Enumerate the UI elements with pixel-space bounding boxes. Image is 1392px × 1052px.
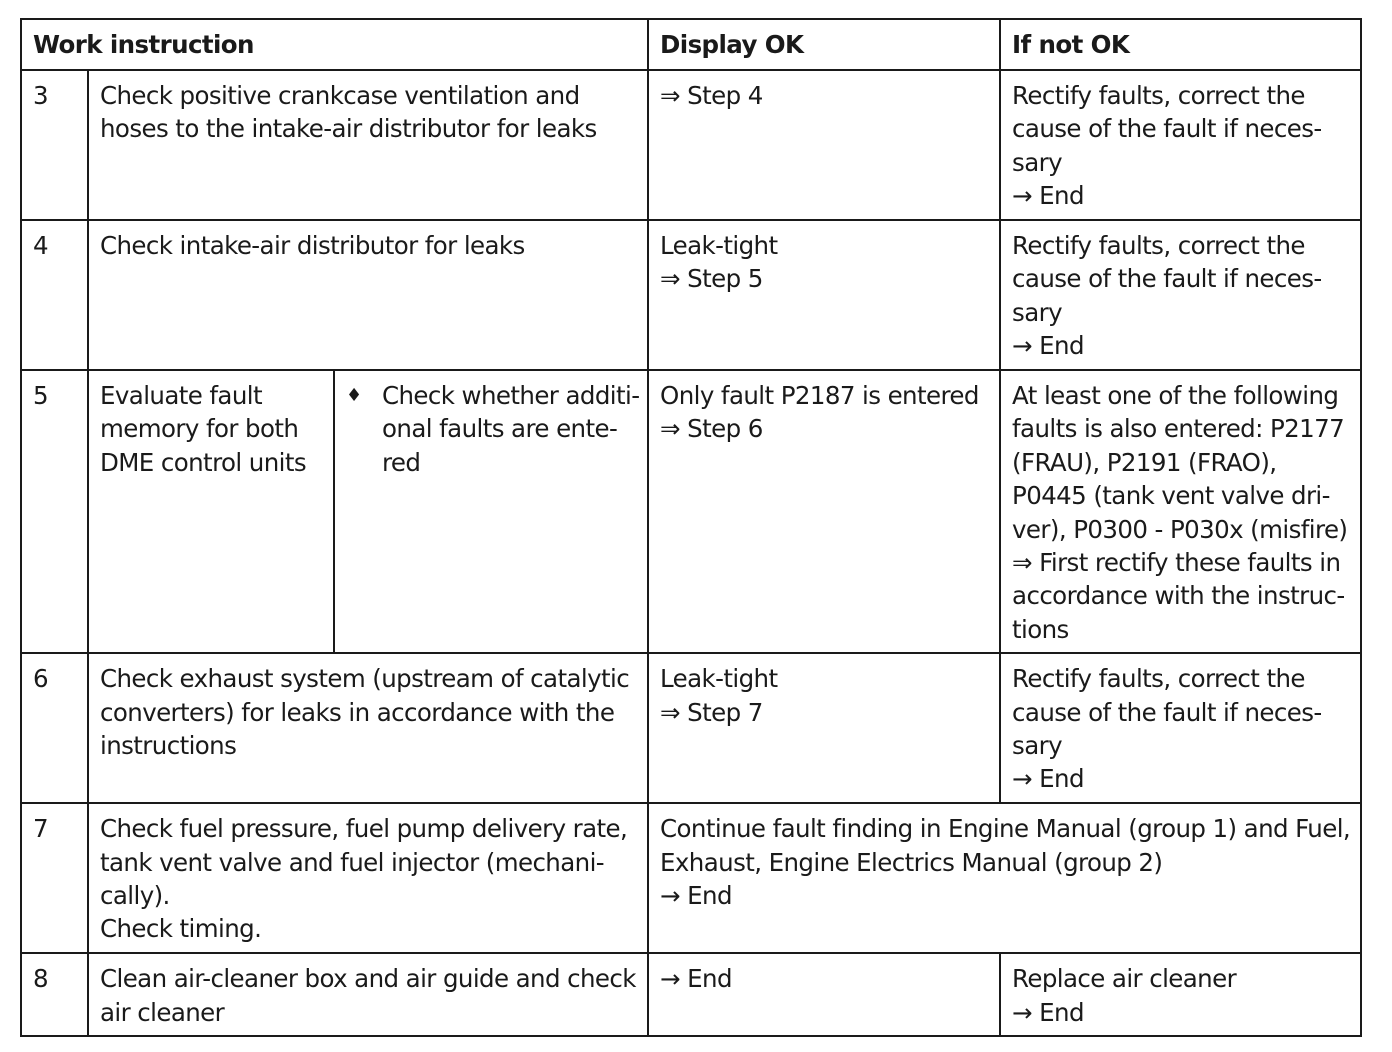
instruction-cell	[88, 220, 648, 370]
step-number: 8	[21, 953, 88, 1036]
display-ok-line: ⇒ Step 6	[660, 414, 763, 444]
if-not-ok-line: Rectify faults, correct the	[1012, 664, 1305, 694]
merged-result-cell	[648, 803, 1361, 953]
table-row	[21, 220, 1361, 370]
merged-result-line: Continue fault finding in Engine Manual (group 1) and Fuel,	[660, 814, 1351, 844]
instruction-line: Check positive crankcase ventilation and	[100, 81, 580, 110]
sub-instruction-line: red	[382, 447, 421, 477]
if-not-ok-line: tions	[1012, 614, 1069, 644]
work-instruction-table	[20, 18, 1362, 1037]
if-not-ok-line: sary	[1012, 731, 1062, 761]
display-ok-cell	[648, 70, 1000, 220]
table-row	[21, 370, 1361, 653]
if-not-ok-cell	[1000, 953, 1361, 1036]
if-not-ok-cell	[1000, 70, 1361, 220]
merged-result-line: → End	[660, 881, 732, 911]
header-work-instruction: Work instruction	[21, 19, 648, 70]
instruction-line: tank vent valve and fuel injector (mechani-	[100, 847, 605, 877]
table-row	[21, 803, 1361, 953]
instruction-line: air cleaner	[100, 997, 225, 1027]
sub-instruction-text	[382, 379, 639, 479]
table-row	[21, 953, 1361, 1036]
if-not-ok-line: Rectify faults, correct the	[1012, 81, 1305, 110]
table-row	[21, 70, 1361, 220]
instruction-line: Check timing.	[100, 914, 262, 944]
display-ok-line: Only fault P2187 is entered	[660, 381, 979, 410]
if-not-ok-line: sary	[1012, 297, 1062, 327]
if-not-ok-line: ver), P0300 - P030x (misfire)	[1012, 514, 1348, 544]
instruction-line: Check exhaust system (upstream of catalytic	[100, 664, 630, 694]
instruction-cell	[88, 653, 648, 803]
bullet-icon: ♦	[346, 385, 362, 406]
display-ok-line: ⇒ Step 4	[660, 81, 763, 110]
instruction-line: memory for both	[100, 414, 299, 444]
if-not-ok-line: → End	[1012, 331, 1084, 361]
header-row	[21, 19, 1361, 70]
if-not-ok-line: Replace air cleaner	[1012, 964, 1237, 994]
display-ok-cell	[648, 220, 1000, 370]
instruction-cell	[88, 953, 648, 1036]
if-not-ok-line: (FRAU), P2191 (FRAO),	[1012, 447, 1277, 477]
instruction-line: converters) for leaks in accordance with the	[100, 697, 615, 727]
instruction-cell	[88, 70, 648, 220]
if-not-ok-line: → End	[1012, 764, 1084, 794]
header-display-ok: Display OK	[648, 19, 1000, 70]
instruction-line: hoses to the intake-air distributor for leaks	[100, 114, 597, 144]
instruction-line: Clean air-cleaner box and air guide and check	[100, 964, 636, 994]
if-not-ok-cell	[1000, 220, 1361, 370]
if-not-ok-line: accordance with the instruc-	[1012, 581, 1345, 611]
sub-instruction-line: Check whether additi-	[382, 381, 640, 410]
instruction-line: cally).	[100, 881, 170, 911]
instruction-line: DME control units	[100, 447, 307, 477]
if-not-ok-line: cause of the fault if neces-	[1012, 264, 1322, 294]
display-ok-cell	[648, 370, 1000, 653]
if-not-ok-line: → End	[1012, 181, 1084, 211]
sub-instruction-cell	[334, 370, 648, 653]
if-not-ok-line: cause of the fault if neces-	[1012, 697, 1322, 727]
instruction-line: Check intake-air distributor for leaks	[100, 231, 525, 260]
display-ok-line: Leak-tight	[660, 664, 778, 694]
if-not-ok-line: At least one of the following	[1012, 381, 1339, 410]
display-ok-line: ⇒ Step 7	[660, 697, 763, 727]
merged-result-line: Exhaust, Engine Electrics Manual (group 2)	[660, 847, 1163, 877]
step-number: 6	[21, 653, 88, 803]
sub-instruction-line: onal faults are ente-	[382, 414, 618, 444]
display-ok-line: → End	[660, 964, 732, 994]
instruction-line: Check fuel pressure, fuel pump delivery rate,	[100, 814, 628, 844]
display-ok-cell	[648, 953, 1000, 1036]
instruction-cell	[88, 803, 648, 953]
instruction-line: instructions	[100, 731, 237, 761]
table-row	[21, 653, 1361, 803]
instruction-cell	[88, 370, 334, 653]
if-not-ok-line: → End	[1012, 997, 1084, 1027]
if-not-ok-line: sary	[1012, 147, 1062, 177]
step-number: 4	[21, 220, 88, 370]
display-ok-line: Leak-tight	[660, 231, 778, 260]
if-not-ok-line: cause of the fault if neces-	[1012, 114, 1322, 144]
sub-instruction-item	[346, 379, 640, 479]
step-number: 3	[21, 70, 88, 220]
step-number: 5	[21, 370, 88, 653]
if-not-ok-line: Rectify faults, correct the	[1012, 231, 1305, 260]
if-not-ok-cell	[1000, 653, 1361, 803]
if-not-ok-line: P0445 (tank vent valve dri-	[1012, 481, 1330, 511]
if-not-ok-cell	[1000, 370, 1361, 653]
if-not-ok-line: faults is also entered: P2177	[1012, 414, 1345, 444]
instruction-line: Evaluate fault	[100, 381, 262, 410]
display-ok-line: ⇒ Step 5	[660, 264, 763, 294]
header-if-not-ok: If not OK	[1000, 19, 1361, 70]
if-not-ok-line: ⇒ First rectify these faults in	[1012, 548, 1341, 578]
display-ok-cell	[648, 653, 1000, 803]
step-number: 7	[21, 803, 88, 953]
